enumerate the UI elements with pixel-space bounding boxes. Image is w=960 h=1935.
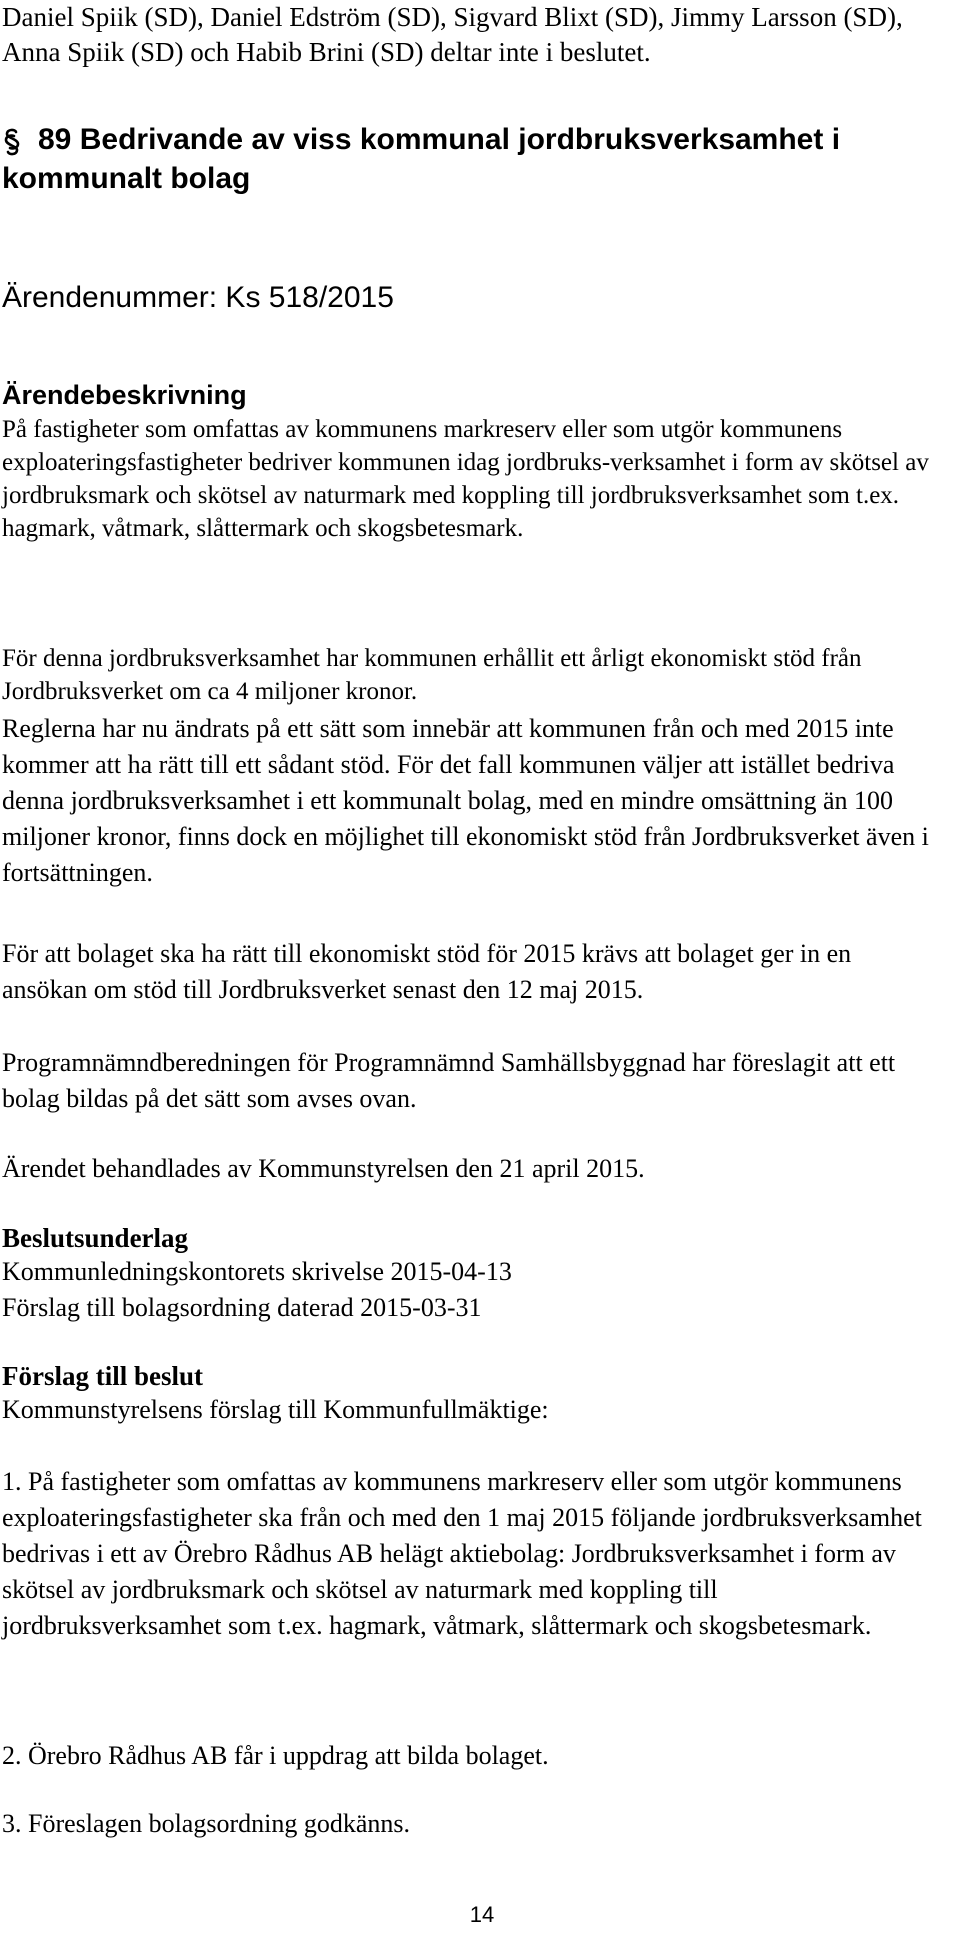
- description-paragraph-4: Programnämndberedningen för Programnämnd Samhällsbyggnad har föreslagit att ett bolag bildas på det sätt som avses ovan.: [2, 1048, 896, 1113]
- page-number: 14: [469, 1902, 495, 1927]
- proposal-point-3: 3. Föreslagen bolagsordning godkänns.: [2, 1809, 411, 1838]
- basis-item: Förslag till bolagsordning daterad 2015-03-31: [2, 1293, 482, 1322]
- proposal-point-2: 2. Örebro Rådhus AB får i uppdrag att bilda bolaget.: [2, 1741, 549, 1770]
- absence-note: Daniel Spiik (SD), Daniel Edström (SD), Sigvard Blixt (SD), Jimmy Larsson (SD), Anna Spiik (SD) och Habib Brini (SD) deltar inte i beslutet.: [2, 2, 903, 67]
- proposal-lead: Kommunstyrelsens förslag till Kommunfullmäktige:: [2, 1395, 549, 1424]
- description-paragraph-1: På fastigheter som omfattas av kommunens markreserv eller som utgör kommunens exploateringsfastigheter bedriver kommunen idag jordbruks-verksamhet i form av skötsel av jordbruksmark och skötsel av naturmark med koppling till jordbruksverksamhet som t.ex. hagmark, våtmark, slåttermark och skogsbetesmark.: [2, 416, 929, 542]
- description-paragraph-3: För att bolaget ska ha rätt till ekonomiskt stöd för 2015 krävs att bolaget ger in en ansökan om stöd till Jordbruksverket senast den 12 maj 2015.: [2, 939, 852, 1004]
- section-sign-icon: [2, 120, 24, 157]
- case-number: Ärendenummer: Ks 518/2015: [2, 281, 394, 314]
- item-title: Bedrivande av viss kommunal jordbruksverksamhet i kommunalt bolag: [2, 123, 841, 195]
- item-number: 89: [38, 123, 72, 156]
- description-paragraph-5: Ärendet behandlades av Kommunstyrelsen den 21 april 2015.: [2, 1154, 645, 1183]
- description-paragraph-2: För denna jordbruksverksamhet har kommunen erhållit ett årligt ekonomiskt stöd från Jordbruksverket om ca 4 miljoner kronor.: [2, 645, 862, 705]
- basis-item: Kommunledningskontorets skrivelse 2015-04-13: [2, 1257, 512, 1286]
- proposal-point-1: 1. På fastigheter som omfattas av kommunens markreserv eller som utgör kommunens exploateringsfastigheter ska från och med den 1 maj 2015 följande jordbruksverksamhet bedrivas i ett av Örebro Rådhus AB helägt aktiebolag: Jordbruksverksamhet i form av skötsel av jordbruksmark och skötsel av naturmark med koppling till jordbruksverksamhet som t.ex. hagmark, våtmark, slåttermark och skogsbetesmark.: [2, 1467, 922, 1640]
- description-paragraph-2-cont: Reglerna har nu ändrats på ett sätt som innebär att kommunen från och med 2015 inte kommer att ha rätt till ett sådant stöd. För det fall kommunen väljer att istället bedriva denna jordbruksverksamhet i ett kommunalt bolag, med en mindre omsättning än 100 miljoner kronor, finns dock en möjlighet till ekonomiskt stöd från Jordbruksverket även i fortsättningen.: [2, 714, 929, 887]
- basis-heading: Beslutsunderlag: [2, 1223, 189, 1253]
- description-heading: Ärendebeskrivning: [2, 380, 247, 410]
- proposal-heading: Förslag till beslut: [2, 1361, 203, 1391]
- item-heading: [2, 120, 952, 198]
